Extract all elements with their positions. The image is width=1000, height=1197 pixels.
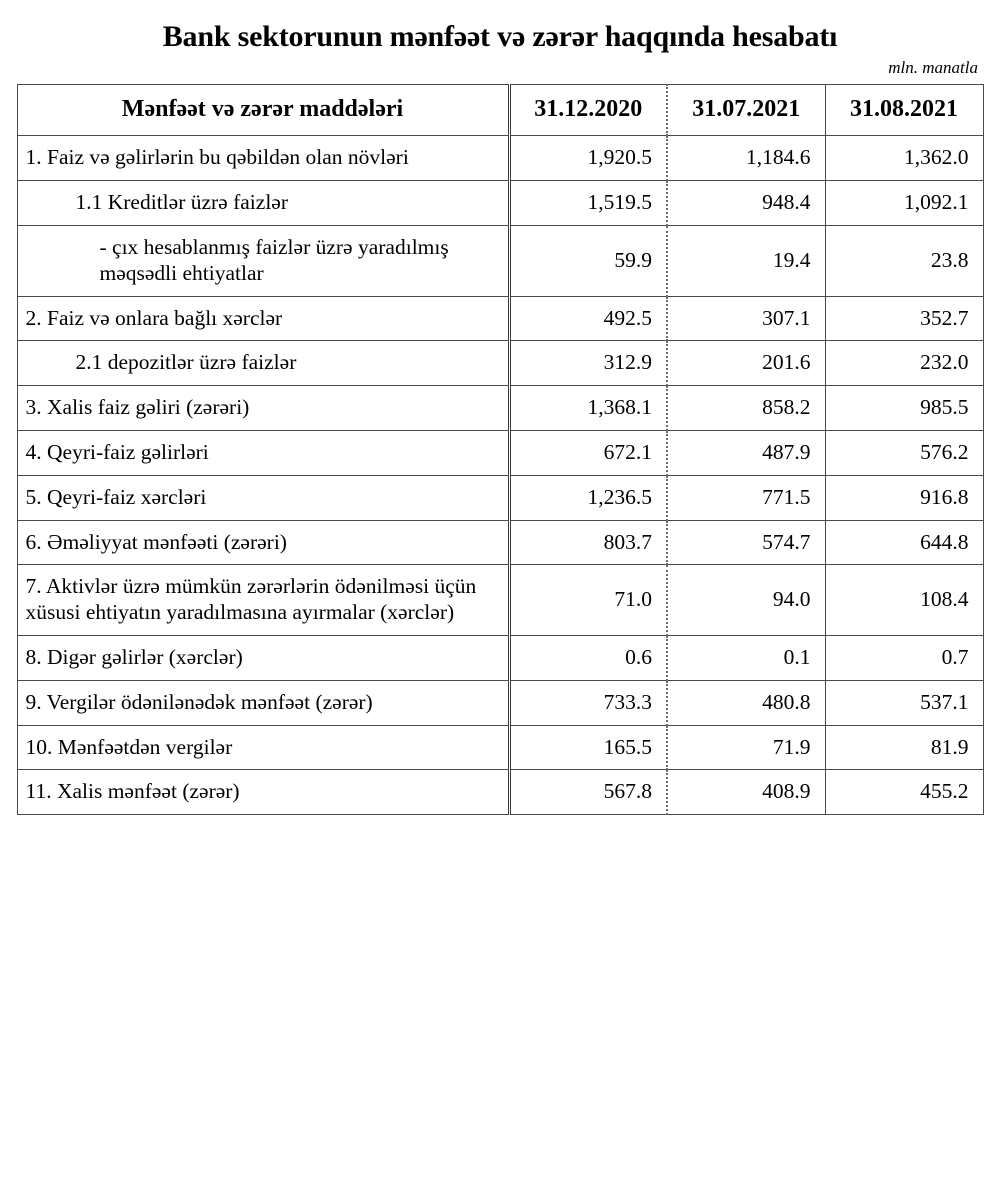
row-value-date-3: 1,092.1 (825, 181, 983, 226)
table-row (17, 386, 983, 431)
table-row (17, 430, 983, 475)
row-label: 6. Əməliyyat mənfəəti (zərəri) (17, 520, 509, 565)
profit-loss-table (17, 84, 984, 816)
row-value-date-3: 352.7 (825, 296, 983, 341)
table-row (17, 680, 983, 725)
row-label: 10. Mənfəətdən vergilər (17, 725, 509, 770)
row-value-date-1: 1,519.5 (509, 181, 667, 226)
row-label: 4. Qeyri-faiz gəlirləri (17, 430, 509, 475)
row-label: 3. Xalis faiz gəliri (zərəri) (17, 386, 509, 431)
table-body (17, 136, 983, 815)
table-row (17, 296, 983, 341)
table-row (17, 520, 983, 565)
table-row (17, 725, 983, 770)
row-value-date-1: 567.8 (509, 770, 667, 815)
units-label: mln. manatla (888, 57, 978, 77)
row-label: - çıx hesablanmış faizlər üzrə yaradılmış məqsədli ehtiyatlar (17, 225, 509, 296)
table-row (17, 181, 983, 226)
row-value-date-1: 1,236.5 (509, 475, 667, 520)
column-header-item: Mənfəət və zərər maddələri (17, 84, 509, 136)
row-value-date-2: 948.4 (667, 181, 825, 226)
table-row (17, 635, 983, 680)
row-value-date-1: 1,368.1 (509, 386, 667, 431)
row-value-date-3: 81.9 (825, 725, 983, 770)
column-header-date-1: 31.12.2020 (509, 84, 667, 136)
row-label: 7. Aktivlər üzrə mümkün zərərlərin ödənilməsi üçün xüsusi ehtiyatın yaradılmasına ayırmalar (xərclər) (17, 565, 509, 636)
table-row (17, 565, 983, 636)
row-value-date-2: 307.1 (667, 296, 825, 341)
row-value-date-1: 312.9 (509, 341, 667, 386)
row-value-date-2: 408.9 (667, 770, 825, 815)
row-value-date-3: 644.8 (825, 520, 983, 565)
table-header (17, 84, 983, 136)
row-value-date-2: 71.9 (667, 725, 825, 770)
row-value-date-1: 59.9 (509, 225, 667, 296)
table-header-row (17, 84, 983, 136)
row-value-date-3: 23.8 (825, 225, 983, 296)
row-value-date-3: 455.2 (825, 770, 983, 815)
row-value-date-3: 108.4 (825, 565, 983, 636)
row-value-date-2: 858.2 (667, 386, 825, 431)
row-value-date-3: 576.2 (825, 430, 983, 475)
row-value-date-1: 1,920.5 (509, 136, 667, 181)
table-row (17, 770, 983, 815)
row-value-date-1: 733.3 (509, 680, 667, 725)
table-row (17, 225, 983, 296)
row-value-date-2: 480.8 (667, 680, 825, 725)
row-value-date-3: 0.7 (825, 635, 983, 680)
row-value-date-2: 94.0 (667, 565, 825, 636)
row-label: 2.1 depozitlər üzrə faizlər (17, 341, 509, 386)
row-label: 1.1 Kreditlər üzrə faizlər (17, 181, 509, 226)
row-value-date-1: 165.5 (509, 725, 667, 770)
row-label: 11. Xalis mənfəət (zərər) (17, 770, 509, 815)
row-label: 9. Vergilər ödənilənədək mənfəət (zərər) (17, 680, 509, 725)
row-label: 5. Qeyri-faiz xərcləri (17, 475, 509, 520)
row-value-date-3: 985.5 (825, 386, 983, 431)
column-header-date-3: 31.08.2021 (825, 84, 983, 136)
row-value-date-1: 672.1 (509, 430, 667, 475)
row-value-date-2: 1,184.6 (667, 136, 825, 181)
row-value-date-3: 232.0 (825, 341, 983, 386)
row-label: 1. Faiz və gəlirlərin bu qəbildən olan növləri (17, 136, 509, 181)
table-row (17, 475, 983, 520)
row-value-date-1: 71.0 (509, 565, 667, 636)
row-value-date-2: 487.9 (667, 430, 825, 475)
row-value-date-2: 0.1 (667, 635, 825, 680)
row-value-date-2: 201.6 (667, 341, 825, 386)
column-header-date-2: 31.07.2021 (667, 84, 825, 136)
row-value-date-3: 537.1 (825, 680, 983, 725)
row-label: 2. Faiz və onlara bağlı xərclər (17, 296, 509, 341)
row-value-date-3: 916.8 (825, 475, 983, 520)
table-row (17, 136, 983, 181)
row-value-date-1: 492.5 (509, 296, 667, 341)
page-title: Bank sektorunun mənfəət və zərər haqqında hesabatı (162, 20, 838, 53)
row-value-date-2: 574.7 (667, 520, 825, 565)
row-label: 8. Digər gəlirlər (xərclər) (17, 635, 509, 680)
row-value-date-3: 1,362.0 (825, 136, 983, 181)
row-value-date-2: 771.5 (667, 475, 825, 520)
row-value-date-2: 19.4 (667, 225, 825, 296)
row-value-date-1: 803.7 (509, 520, 667, 565)
table-row (17, 341, 983, 386)
row-value-date-1: 0.6 (509, 635, 667, 680)
